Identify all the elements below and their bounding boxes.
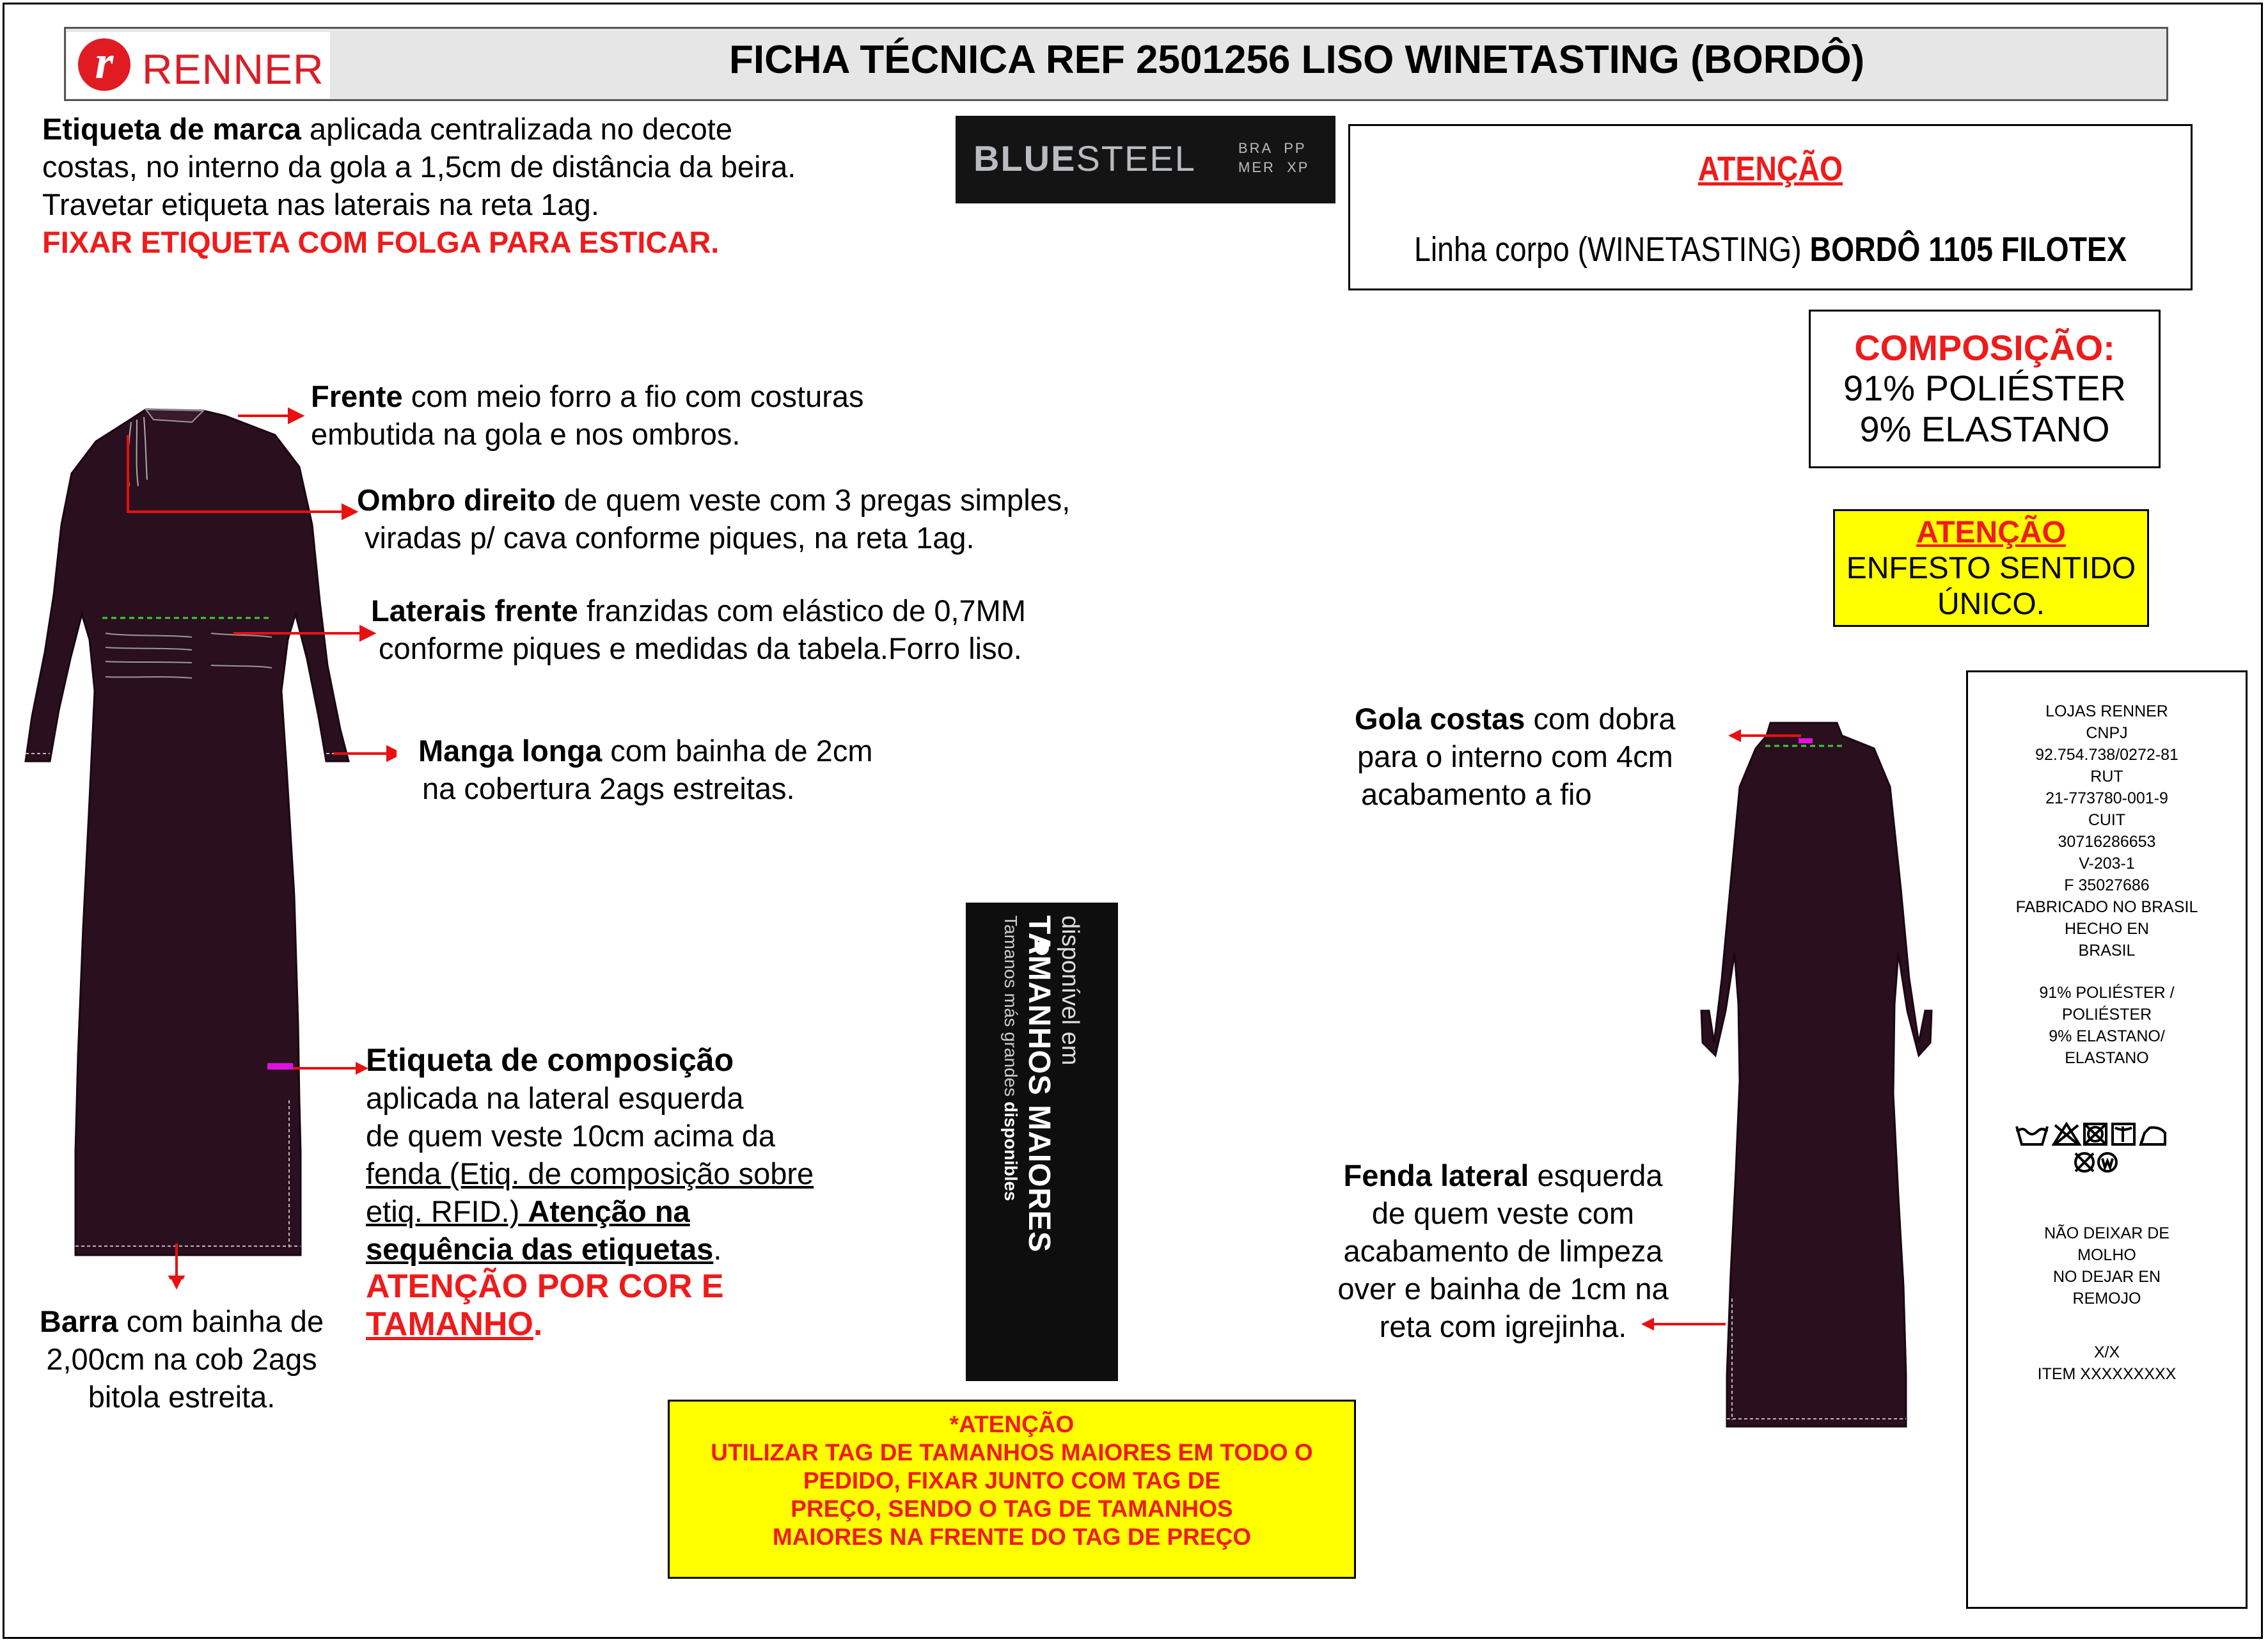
care-label-line: V-203-1 — [2079, 855, 2135, 873]
barra-arrow — [164, 1273, 189, 1292]
composition-box: COMPOSIÇÃO: 91% POLIÉSTER 9% ELASTANO — [1809, 310, 2161, 468]
iron-low-icon — [2141, 1128, 2165, 1144]
back-dress-body — [1701, 723, 1932, 1427]
brand-mark-icon: r — [78, 38, 130, 91]
note-composicao-label: Etiqueta de composição aplicada na lateral esquerda de quem veste 10cm acima da fenda (Etiq. de composição sobre etiq. RFID.) Atenção na sequência das etiquetas. ATENÇÃO POR COR E TAMANHO. — [366, 1042, 814, 1343]
care-label-line: 21-773780-001-9 — [2045, 789, 2168, 807]
note-gola-costas: Gola costas com dobra para o interno com 4cm acabamento a fio — [1355, 702, 1676, 811]
enfesto-attention-box: ATENÇÃO ENFESTO SENTIDO ÚNICO. — [1833, 509, 2149, 627]
care-label-line: NÃO DEIXAR DE — [2044, 1224, 2170, 1242]
gola-arrow — [1724, 723, 1807, 748]
care-label-line: 30716286653 — [2058, 833, 2156, 851]
tag-attention-box: *ATENÇÃO UTILIZAR TAG DE TAMANHOS MAIORES EM TODO O PEDIDO, FIXAR JUNTO COM TAG DE PREÇO, SENDO O TAG DE TAMANHOS MAIORES NA FRENTE DO TAG DE PREÇO — [668, 1400, 1356, 1579]
bluesteel-label-image — [956, 116, 1335, 203]
wet-clean-icon — [2099, 1153, 2116, 1171]
care-label-line: ELASTANO — [2065, 1049, 2149, 1067]
care-label-line: 9% ELASTANO/ — [2049, 1027, 2165, 1045]
bluesteel-sizes: BRA PP MER XP — [1238, 140, 1310, 175]
care-label-line: F 35027686 — [2064, 876, 2150, 894]
note-ombro: Ombro direito de quem veste com 3 pregas simples, viradas p/ cava conforme piques, na reta 1ag. — [357, 483, 1071, 555]
wash-40-icon — [2017, 1126, 2047, 1144]
care-label-line: POLIÉSTER — [2061, 1006, 2152, 1024]
brand-name: RENNER — [142, 45, 324, 93]
care-label-line: BRASIL — [2078, 942, 2136, 960]
no-tumble-dry-icon — [2084, 1124, 2106, 1144]
front-dress-body — [26, 409, 349, 1255]
care-label-line: NO DEJAR EN — [2052, 1268, 2161, 1286]
hang-tag-image — [966, 903, 1118, 1381]
thread-text: Linha corpo (WINETASTING) BORDÔ 1105 FILOTEX — [1414, 230, 2127, 269]
brand-label-note: Etiqueta de marca aplicada centralizada no decote costas, no interno da gola a 1,5cm de distância da beira. Travetar etiqueta nas laterais na reta 1ag. FIXAR ETIQUETA COM FOLGA PARA ESTICAR. — [42, 112, 796, 259]
care-label-line: CUIT — [2088, 811, 2126, 829]
care-label-line: ITEM XXXXXXXXX — [2037, 1365, 2177, 1383]
care-label-line: MOLHO — [2077, 1246, 2136, 1264]
care-label-line: CNPJ — [2086, 724, 2128, 742]
front-dress-drawing — [0, 384, 397, 1279]
care-label-line: 91% POLIÉSTER / — [2039, 984, 2175, 1002]
care-label-line: REMOJO — [2072, 1290, 2141, 1308]
note-barra: Barra com bainha de 2,00cm na cob 2ags bitola estreita. — [39, 1304, 324, 1414]
page-title: FICHA TÉCNICA REF 2501256 LISO WINETASTING (BORDÔ) — [729, 38, 1865, 82]
hang-tag-text: disponível em TAMANHOS MAIORES Tamanos más grandes disponibles — [1001, 915, 1083, 1253]
care-label-line: RUT — [2090, 768, 2123, 786]
care-label-line: LOJAS RENNER — [2045, 702, 2168, 720]
care-label-line: HECHO EN — [2065, 920, 2149, 938]
care-label-line: FABRICADO NO BRASIL — [2015, 898, 2198, 916]
care-label-line: X/X — [2093, 1343, 2120, 1361]
bluesteel-word: BLUESTEEL — [973, 138, 1196, 178]
line-dry-icon — [2113, 1124, 2134, 1144]
composition-arrow — [288, 1055, 377, 1081]
no-dry-clean-icon — [2075, 1153, 2093, 1171]
note-manga: Manga longa com bainha de 2cm na cobertura 2ags estreitas. — [418, 734, 873, 805]
note-frente: Frente com meio forro a fio com costuras embutida na gola e nos ombros. — [311, 379, 864, 451]
care-label — [1966, 670, 2248, 1609]
care-label-line: 92.754.738/0272-81 — [2035, 746, 2178, 764]
note-fenda-lateral: Fenda lateral esquerda de quem veste com acabamento de limpeza over e bainha de 1cm na reta com igrejinha. — [1337, 1158, 1669, 1343]
thread-attention-box: ATENÇÃO Linha corpo (WINETASTING) BORDÔ 1105 FILOTEX — [1348, 124, 2193, 290]
care-symbols — [2013, 1120, 2205, 1178]
brand-logo — [67, 32, 330, 99]
note-laterais: Laterais frente franzidas com elástico de 0,7MM conforme piques e medidas da tabela.Forro liso. — [371, 594, 1026, 665]
no-bleach-icon — [2054, 1124, 2079, 1144]
